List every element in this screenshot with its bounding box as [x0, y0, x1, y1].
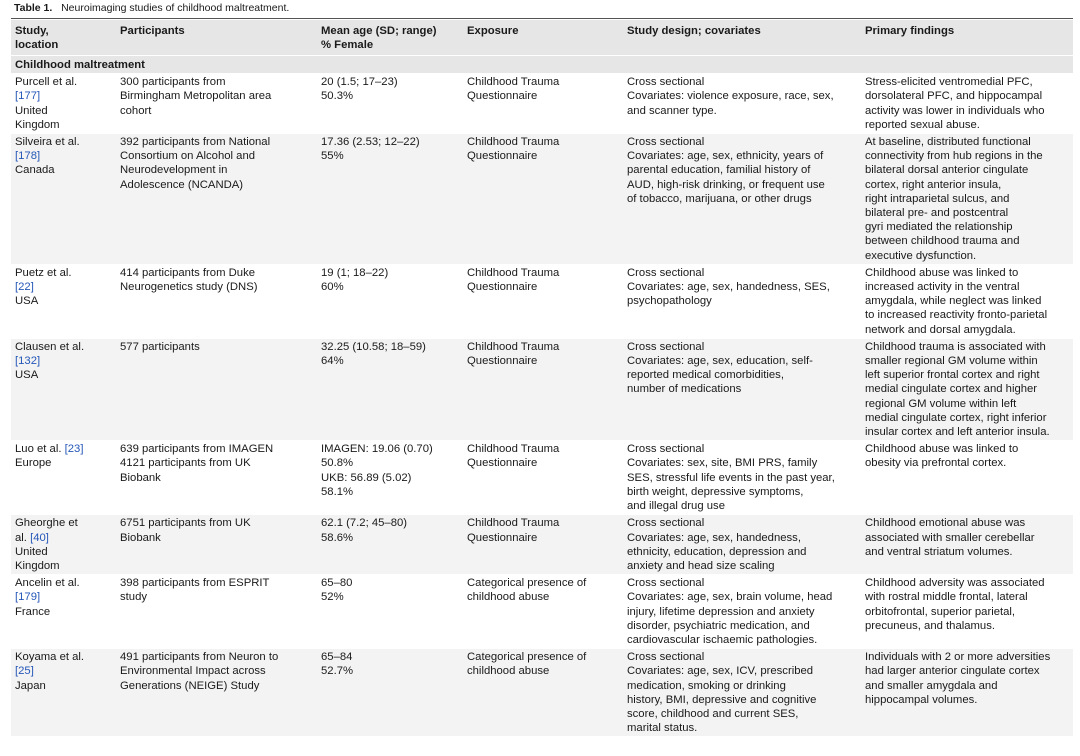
reference-link[interactable]: [178] [15, 150, 41, 163]
design-line: Covariates: sex, site, BMI PRS, family [627, 457, 818, 470]
age-line: 52% [321, 591, 344, 604]
exposure-line: Questionnaire [467, 90, 538, 103]
study-line [15, 605, 112, 619]
design-line: parental education, familial history of [627, 164, 811, 177]
study-text: France [15, 605, 51, 618]
study-text: USA [15, 295, 39, 308]
cell-design [623, 649, 861, 737]
section-row [11, 56, 1073, 74]
reference-link[interactable]: [23] [64, 443, 84, 456]
exposure-line: Questionnaire [467, 531, 538, 544]
study-line [15, 266, 112, 280]
design-line: Cross sectional [627, 443, 705, 456]
cell-findings [861, 264, 1073, 338]
design-line: Cross sectional [627, 136, 705, 149]
study-text: Koyama et al. [15, 651, 85, 664]
age-line: 58.6% [321, 531, 354, 544]
findings-line: At baseline, distributed functional [865, 136, 1031, 149]
findings-line: Childhood adversity was associated [865, 577, 1045, 590]
study-line [15, 149, 112, 163]
findings-line: regional GM volume within left [865, 397, 1017, 410]
cell-age [317, 441, 463, 515]
findings-line: to increased reactivity fronto-parietal [865, 309, 1048, 322]
study-line [15, 104, 112, 118]
cell-exposure [463, 441, 623, 515]
table-caption [14, 1, 289, 15]
findings-line: bilateral pre- and postcentral [865, 207, 1009, 220]
study-line [15, 531, 112, 545]
cell-exposure [463, 74, 623, 134]
study-line [15, 456, 112, 470]
study-text: Canada [15, 164, 55, 177]
study-line [15, 340, 112, 354]
exposure-line: Questionnaire [467, 281, 538, 294]
cell-age [317, 134, 463, 265]
design-line: AUD, high-risk drinking, or frequent use [627, 178, 825, 191]
findings-line: obesity via prefrontal cortex. [865, 457, 1007, 470]
design-line: Cross sectional [627, 577, 705, 590]
reference-link[interactable]: [132] [15, 355, 41, 368]
design-line: Cross sectional [627, 76, 705, 89]
studies-table [11, 20, 1073, 736]
table-row [11, 264, 1073, 338]
age-line: 60% [321, 281, 344, 294]
design-line: SES, stressful life events in the past year, [627, 471, 835, 484]
design-line: score, childhood and current SES, [627, 707, 799, 720]
design-line: Covariates: age, sex, handedness, [627, 531, 801, 544]
study-line [15, 294, 112, 308]
design-line: disorder, psychiatric medication, and [627, 619, 810, 632]
cell-age [317, 649, 463, 737]
exposure-line: Questionnaire [467, 457, 538, 470]
participants-line: 639 participants from IMAGEN [120, 443, 274, 456]
findings-line: gyri mediated the relationship [865, 221, 1013, 234]
cell-study [11, 134, 116, 265]
study-text: Europe [15, 457, 52, 470]
study-line [15, 664, 112, 678]
reference-link[interactable]: [179] [15, 591, 41, 604]
study-text: Ancelin et al. [15, 577, 80, 590]
design-line: birth weight, depressive symptoms, [627, 485, 804, 498]
cell-findings [861, 74, 1073, 134]
cell-design [623, 575, 861, 649]
design-line: and scanner type. [627, 104, 717, 117]
header-findings: Primary findings [861, 20, 1073, 56]
participants-line: study [120, 591, 148, 604]
cell-design [623, 441, 861, 515]
participants-line: Birmingham Metropolitan area [120, 90, 272, 103]
age-line: 17.36 (2.53; 12–22) [321, 136, 420, 149]
header-age: Mean age (SD; range) % Female [317, 20, 463, 56]
reference-link[interactable]: [22] [15, 281, 34, 294]
study-line [15, 75, 112, 89]
table-row [11, 515, 1073, 575]
cell-study [11, 649, 116, 737]
findings-line: and ventral striatum volumes. [865, 545, 1013, 558]
reference-link[interactable]: [25] [15, 665, 34, 678]
findings-line: Stress-elicited ventromedial PFC, [865, 76, 1033, 89]
participants-line: 398 participants from ESPRIT [120, 577, 270, 590]
study-line [15, 163, 112, 177]
participants-line: 491 participants from Neuron to [120, 651, 279, 664]
exposure-line: Childhood Trauma [467, 266, 560, 279]
cell-age [317, 338, 463, 440]
findings-line: dorsolateral PFC, and hippocampal [865, 90, 1043, 103]
age-line: 20 (1.5; 17–23) [321, 76, 398, 89]
cell-participants [116, 649, 317, 737]
cell-participants [116, 74, 317, 134]
participants-line: cohort [120, 104, 152, 117]
age-line: 65–80 [321, 577, 353, 590]
design-line: Covariates: age, sex, education, self- [627, 355, 813, 368]
findings-line: precuneus, and thalamus. [865, 619, 995, 632]
study-line [15, 135, 112, 149]
participants-line: Biobank [120, 531, 161, 544]
study-text: United [15, 104, 48, 117]
header-design: Study design; covariates [623, 20, 861, 56]
findings-line: smaller regional GM volume within [865, 355, 1038, 368]
age-line: 19 (1; 18–22) [321, 266, 389, 279]
table-row [11, 338, 1073, 440]
table-label: Table 1. [14, 2, 53, 14]
findings-line: had larger anterior cingulate cortex [865, 665, 1040, 678]
cell-age [317, 74, 463, 134]
cell-exposure [463, 264, 623, 338]
participants-line: Adolescence (NCANDA) [120, 178, 244, 191]
design-line: ethnicity, education, depression and [627, 545, 807, 558]
cell-study [11, 264, 116, 338]
exposure-line: Questionnaire [467, 355, 538, 368]
study-text: al. [15, 531, 31, 544]
participants-line: 414 participants from Duke [120, 266, 256, 279]
participants-line: 4121 participants from UK [120, 457, 251, 470]
cell-findings [861, 338, 1073, 440]
findings-line: Childhood emotional abuse was [865, 517, 1026, 530]
findings-line: hippocampal volumes. [865, 693, 978, 706]
cell-exposure [463, 338, 623, 440]
cell-study [11, 515, 116, 575]
study-line [15, 89, 112, 103]
table-row [11, 649, 1073, 737]
age-line: 55% [321, 150, 344, 163]
cell-study [11, 74, 116, 134]
cell-participants [116, 338, 317, 440]
cell-design [623, 338, 861, 440]
findings-line: orbitofrontal, superior parietal, [865, 605, 1016, 618]
study-line [15, 280, 112, 294]
design-line: Cross sectional [627, 651, 705, 664]
cell-exposure [463, 575, 623, 649]
findings-line: with rostral middle frontal, lateral [865, 591, 1028, 604]
study-text: Kingdom [15, 118, 60, 131]
design-line: Covariates: age, sex, ethnicity, years of [627, 150, 824, 163]
table-row [11, 134, 1073, 265]
study-line [15, 545, 112, 559]
exposure-line: Childhood Trauma [467, 340, 560, 353]
participants-line: Neurodevelopment in [120, 164, 228, 177]
findings-line: medial cingulate cortex and higher [865, 383, 1038, 396]
findings-line: between childhood trauma and [865, 235, 1020, 248]
participants-line: Neurogenetics study (DNS) [120, 281, 258, 294]
cell-participants [116, 575, 317, 649]
header-exposure: Exposure [463, 20, 623, 56]
design-line: injury, lifetime depression and anxiety [627, 605, 815, 618]
findings-line: insular cortex and left anterior insula. [865, 426, 1050, 439]
table-top-rule [11, 18, 1073, 19]
age-line: 58.1% [321, 485, 354, 498]
table-row [11, 74, 1073, 134]
study-text: USA [15, 369, 39, 382]
design-line: Cross sectional [627, 517, 705, 530]
findings-line: Childhood trauma is associated with [865, 340, 1046, 353]
study-text: United [15, 545, 48, 558]
study-line [15, 118, 112, 132]
table-row [11, 575, 1073, 649]
findings-line: Childhood abuse was linked to [865, 266, 1019, 279]
cell-findings [861, 441, 1073, 515]
cell-participants [116, 264, 317, 338]
age-line: 50.3% [321, 90, 354, 103]
cell-age [317, 515, 463, 575]
study-text: Silveira et al. [15, 136, 80, 149]
design-line: psychopathology [627, 295, 712, 308]
study-text: Purcell et al. [15, 76, 78, 89]
study-text: Kingdom [15, 559, 60, 572]
study-line [15, 516, 112, 530]
findings-line: increased activity in the ventral [865, 281, 1020, 294]
study-text: Gheorghe et [15, 517, 78, 530]
cell-design [623, 264, 861, 338]
study-text: Clausen et al. [15, 340, 85, 353]
participants-line: Consortium on Alcohol and [120, 150, 256, 163]
findings-line: Individuals with 2 or more adversities [865, 651, 1051, 664]
study-line [15, 354, 112, 368]
cell-findings [861, 575, 1073, 649]
findings-line: connectivity from hub regions in the [865, 150, 1043, 163]
participants-line: Environmental Impact across [120, 665, 266, 678]
header-study: Study, location [11, 20, 116, 56]
findings-line: left superior frontal cortex and right [865, 369, 1040, 382]
age-line: 62.1 (7.2; 45–80) [321, 517, 408, 530]
cell-study [11, 338, 116, 440]
participants-line: Generations (NEIGE) Study [120, 679, 260, 692]
design-line: Cross sectional [627, 340, 705, 353]
study-line [15, 650, 112, 664]
cell-exposure [463, 649, 623, 737]
age-line: 32.25 (10.58; 18–59) [321, 340, 426, 353]
exposure-line: Categorical presence of [467, 651, 587, 664]
participants-line: 300 participants from [120, 76, 226, 89]
cell-participants [116, 441, 317, 515]
cell-age [317, 575, 463, 649]
design-line: Covariates: age, sex, ICV, prescribed [627, 665, 814, 678]
design-line: reported medical comorbidities, [627, 369, 784, 382]
findings-line: medial cingulate cortex, right inferior [865, 411, 1047, 424]
age-line: UKB: 56.89 (5.02) [321, 471, 412, 484]
design-line: Covariates: age, sex, brain volume, head [627, 591, 833, 604]
design-line: of tobacco, marijuana, or other drugs [627, 192, 812, 205]
cell-study [11, 575, 116, 649]
age-line: 52.7% [321, 665, 354, 678]
exposure-line: childhood abuse [467, 665, 550, 678]
findings-line: activity was lower in individuals who [865, 104, 1045, 117]
design-line: and illegal drug use [627, 500, 725, 513]
design-line: marital status. [627, 722, 698, 735]
cell-findings [861, 515, 1073, 575]
participants-line: 577 participants [120, 340, 200, 353]
header-participants: Participants [116, 20, 317, 56]
findings-line: network and dorsal amygdala. [865, 323, 1016, 336]
study-line [15, 442, 112, 456]
design-line: Covariates: age, sex, handedness, SES, [627, 281, 830, 294]
cell-findings [861, 134, 1073, 265]
cell-design [623, 74, 861, 134]
exposure-line: Childhood Trauma [467, 443, 560, 456]
findings-line: executive dysfunction. [865, 249, 977, 262]
findings-line: reported sexual abuse. [865, 118, 980, 131]
cell-findings [861, 649, 1073, 737]
cell-participants [116, 515, 317, 575]
age-line: IMAGEN: 19.06 (0.70) [321, 443, 433, 456]
study-text: Japan [15, 679, 46, 692]
table-row [11, 441, 1073, 515]
findings-line: amygdala, while neglect was linked [865, 295, 1042, 308]
age-line: 64% [321, 355, 344, 368]
participants-line: Biobank [120, 471, 161, 484]
participants-line: 392 participants from National [120, 136, 271, 149]
cell-exposure [463, 134, 623, 265]
cell-study [11, 441, 116, 515]
study-line [15, 679, 112, 693]
age-line: 50.8% [321, 457, 354, 470]
cell-exposure [463, 515, 623, 575]
design-line: cardiovascular ischaemic pathologies. [627, 633, 818, 646]
design-line: medication, smoking or drinking [627, 679, 786, 692]
findings-line: associated with smaller cerebellar [865, 531, 1035, 544]
table-title: Neuroimaging studies of childhood maltreatment. [61, 2, 290, 14]
findings-line: Childhood abuse was linked to [865, 443, 1019, 456]
findings-line: bilateral dorsal anterior cingulate [865, 164, 1029, 177]
exposure-line: Childhood Trauma [467, 136, 560, 149]
findings-line: right intraparietal sulcus, and [865, 192, 1010, 205]
findings-line: and smaller amygdala and [865, 679, 998, 692]
design-line: anxiety and head size scaling [627, 559, 775, 572]
exposure-line: Questionnaire [467, 150, 538, 163]
age-line: 65–84 [321, 651, 353, 664]
study-line [15, 590, 112, 604]
exposure-line: Childhood Trauma [467, 76, 560, 89]
exposure-line: Categorical presence of [467, 577, 587, 590]
cell-participants [116, 134, 317, 265]
study-line [15, 368, 112, 382]
exposure-line: childhood abuse [467, 591, 550, 604]
study-line [15, 559, 112, 573]
design-line: Cross sectional [627, 266, 705, 279]
cell-design [623, 515, 861, 575]
exposure-line: Childhood Trauma [467, 517, 560, 530]
study-text: Luo et al. [15, 443, 65, 456]
section-title: Childhood maltreatment [11, 56, 1073, 74]
reference-link[interactable]: [40] [30, 531, 49, 544]
findings-line: cortex, right anterior insula, [865, 178, 1002, 191]
participants-line: 6751 participants from UK [120, 517, 251, 530]
study-line [15, 576, 112, 590]
design-line: Covariates: violence exposure, race, sex, [627, 90, 834, 103]
design-line: number of medications [627, 383, 742, 396]
table-header-row [11, 20, 1073, 56]
cell-age [317, 264, 463, 338]
cell-design [623, 134, 861, 265]
design-line: history, BMI, depressive and cognitive [627, 693, 817, 706]
study-text: Puetz et al. [15, 266, 72, 279]
reference-link[interactable]: [177] [15, 90, 41, 103]
